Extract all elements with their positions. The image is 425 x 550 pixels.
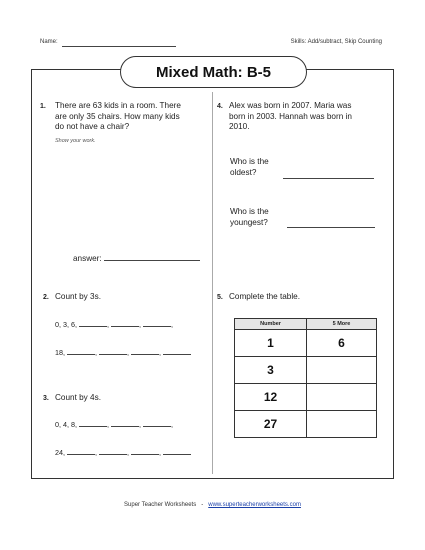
table-cell-number: 1 [235,330,307,357]
q1-answer-label: answer: [73,254,102,263]
q4-youngest-line: youngest? [230,217,268,227]
table-cell-number: 12 [235,384,307,411]
q2-row2-start: 18, [55,348,65,357]
table-header-5-more: 5 More [307,319,377,330]
q4-line: Alex was born in 2007. Maria was [229,101,352,110]
table-cell-number: 3 [235,357,307,384]
footer-brand: Super Teacher Worksheets [124,502,197,508]
footer-separator: - [201,502,204,508]
q4-oldest-line: Who is the [230,157,269,166]
table-row [235,357,377,384]
q3-blank[interactable] [143,420,171,427]
q5-text: Complete the table. [229,292,301,301]
q2-number: 2. [43,294,49,301]
q1-line: do not have a chair? [55,122,130,131]
table-cell-answer[interactable] [307,411,377,438]
table-row [235,384,377,411]
q3-text: Count by 4s. [55,393,101,402]
footer [0,502,425,508]
q3-blank[interactable] [67,448,95,455]
q4-line: born in 2003. Hannah was born in [229,111,352,121]
q2-text: Count by 3s. [55,292,101,301]
table-cell-answer: 6 [307,330,377,357]
q1-note: Show your work. [55,138,96,144]
table-cell-answer[interactable] [307,357,377,384]
q2-blank[interactable] [79,320,107,327]
q3-row2: 24, , , , [55,448,191,457]
q2-row1: 0, 3, 6, , , , [55,320,173,329]
q1-answer [73,254,200,265]
q4-youngest-line: Who is the [230,207,269,216]
q1-line: There are 63 kids in a room. There [55,101,181,110]
q1-answer-field[interactable] [104,254,200,261]
q1-number: 1. [40,103,46,110]
q1-text [55,101,181,133]
q2-blank[interactable] [163,348,191,355]
q2-blank[interactable] [67,348,95,355]
table-header-number: Number [235,319,307,330]
name-field[interactable] [62,46,176,47]
q3-blank[interactable] [111,420,139,427]
q3-blank[interactable] [163,448,191,455]
q3-blank[interactable] [99,448,127,455]
q3-blank[interactable] [79,420,107,427]
q1-line: are only 35 chairs. How many kids [55,111,180,121]
q3-number: 3. [43,395,49,402]
q2-row2: 18, , , , [55,348,191,357]
q3-row1: 0, 4, 8, , , , [55,420,173,429]
q3-row1-start: 0, 4, 8, [55,420,77,429]
q3-blank[interactable] [131,448,159,455]
q4-number: 4. [217,103,223,110]
q2-blank[interactable] [131,348,159,355]
q2-blank[interactable] [143,320,171,327]
q4-line: 2010. [229,122,250,131]
table-cell-answer[interactable] [307,384,377,411]
q2-row1-start: 0, 3, 6, [55,320,77,329]
q4-text [229,101,352,133]
footer-link[interactable]: www.superteacherworksheets.com [208,502,301,508]
q4-youngest-question [230,207,269,228]
q3-row2-start: 24, [55,448,65,457]
table-cell-number: 27 [235,411,307,438]
q5-number: 5. [217,294,223,301]
table-row [235,330,377,357]
q2-blank[interactable] [111,320,139,327]
q4-oldest-field[interactable] [283,172,374,179]
table-row [235,411,377,438]
column-divider [212,92,213,474]
q2-blank[interactable] [99,348,127,355]
q4-oldest-line: oldest? [230,167,257,177]
worksheet-title: Mixed Math: B-5 [120,56,307,88]
q4-youngest-field[interactable] [287,221,375,228]
q5-table [234,318,377,438]
q4-oldest-question [230,157,269,178]
skills-label: Skills: Add/subtract, Skip Counting [290,39,382,45]
name-label: Name: [40,39,58,45]
